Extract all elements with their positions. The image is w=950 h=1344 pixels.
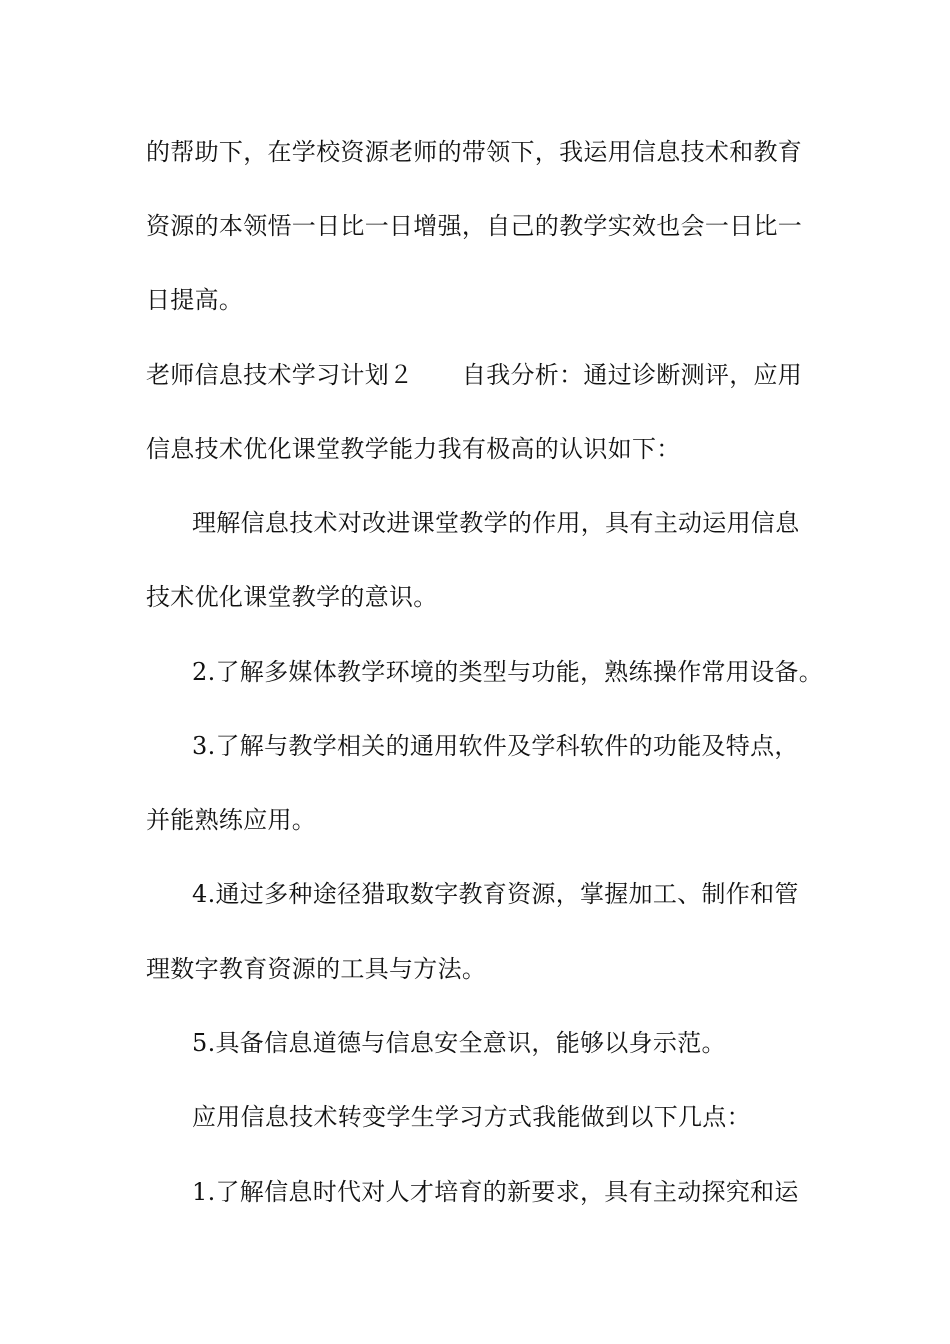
text-line: 信息技术优化课堂教学能力我有极高的认识如下： <box>146 435 681 463</box>
list-item: 2.了解多媒体教学环境的类型与功能，熟练操作常用设备。 <box>192 658 823 686</box>
paragraph-line: 理解信息技术对改进课堂教学的作用，具有主动运用信息 <box>192 509 800 537</box>
list-item: 5.具备信息道德与信息安全意识，能够以身示范。 <box>192 1029 726 1057</box>
text-line: 日提高。 <box>146 286 244 314</box>
list-item: 3.了解与教学相关的通用软件及学科软件的功能及特点， <box>192 732 799 760</box>
text-line: 资源的本领悟一日比一日增强，自己的教学实效也会一日比一 <box>146 212 803 240</box>
paragraph-line: 应用信息技术转变学生学习方式我能做到以下几点： <box>192 1103 751 1131</box>
text-line: 理数字教育资源的工具与方法。 <box>146 955 487 983</box>
list-item: 1.了解信息时代对人才培育的新要求，具有主动探究和运 <box>192 1178 799 1206</box>
text-line: 的帮助下，在学校资源老师的带领下，我运用信息技术和教育 <box>146 138 803 166</box>
list-item: 4.通过多种途径猎取数字教育资源，掌握加工、制作和管 <box>192 880 799 908</box>
text-line: 并能熟练应用。 <box>146 806 317 834</box>
text-line: 技术优化课堂教学的意识。 <box>146 583 438 611</box>
section-heading-line: 老师信息技术学习计划２ 自我分析：通过诊断测评，应用 <box>146 361 803 389</box>
